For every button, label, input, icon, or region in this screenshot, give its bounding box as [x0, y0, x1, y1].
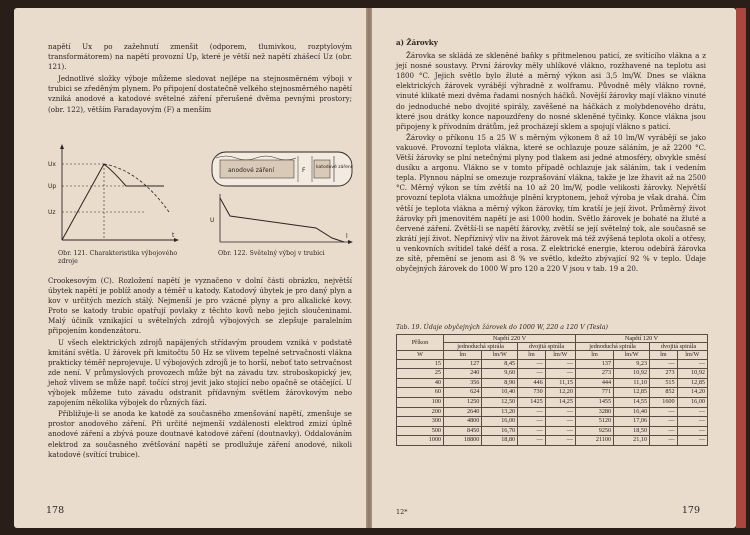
paragraph: Žárovka se skládá ze skleněné baňky s přitmelenou paticí, ze svítícího vlákna a z její nosné soustavy. První žárovky měly uhlíkové vlákno, rozžhavené na teplotu asi 1800 °C. Jejich světlo bylo žluté a měrný výkon asi 3,5 lm/W. Dnes se vlákna elektrických žárovek vyrábějí výhradně z wolframu. Původně měly vlákno rovné, vinuté klikatě mezi dvěma řadami nosných háčků. Novější žárovky mají vlákno vinuté do jednoduché nebo dvojité spirály, zavěšené na háčkách z molybdenového drátu, které jsou drátky konce napouzdřeny do nosné skleněné tyčinky. Konce vlákna jsou připojeny k přívodním drátům, jež procházejí sklem a spojují vlákno s paticí. [396, 51, 706, 131]
table-cell: 9250 [575, 426, 613, 436]
table-cell: 13,20 [482, 407, 518, 417]
paragraph: U všech elektrických zdrojů napájených střídavým proudem vzniká v podstatě kmitání světla. U žárovek při kmitočtu 50 Hz se vlivem tepelné setrvačnosti vlákna prakticky téměř neprojevuje. U výbojových zdrojů je to horší, neboť tato setrvačnost zde není. V průmyslových provozech může být na závadu tzv. stroboskopický jev, jehož vlivem se může např. točící stroj jevit jako stojící nebo opačně se otáčející. U výbojek můžeme tuto závadu odstranit přídavným světlem žárovkovým nebo zapojením několika výbojek do různých fází. [48, 337, 352, 408]
table-cell: 240 [444, 369, 482, 379]
figure-121-caption: Obr. 121. Charakteristika výbojového zdroje [58, 250, 178, 265]
table-row [397, 417, 708, 427]
table-cell: — [677, 426, 707, 436]
table-cell: 5120 [575, 417, 613, 427]
table-cell: 12,85 [614, 388, 650, 398]
table-cell: 12,50 [482, 397, 518, 407]
label-faraday: F [302, 167, 306, 174]
paragraph: Žárovky o příkonu 15 a 25 W s měrným výkonem 8 až 10 lm/W vyrábějí se jako vakuové. Provozní teplota vlákna, které se ochlazuje pouze sáláním, je až 2200 °C. Větší žárovky se plní netečnými plyny pod tlakem asi jedné atmosféry, obvykle směsí dusíku a argonu. Vlákno se v tomto případě ochlazuje jak sáláním, tak i vedením tepla. Plynnou náplní se omezuje rozprašování vlákna, takže je lze žhavit až na 2500 °C. Měrný výkon se tím zvětší na 10 až 20 lm/W, podle velikosti žárovky. Největší provozní teplota vlákna umožňuje plnění kryptonem, jehož výroba je však drahá. Čím větší je teplota vlákna a měrný výkon žárovky, tím kratší je její život. Průměrný život žárovky při jmenovitém napětí je asi 1000 hodin. Světlo žárovek je bohaté na žluté a červené záření. Zvětší-li se napětí žárovky, zvětší se její světelný tok, ale současně se zkrátí její život. Nepříznivý vliv na život žárovek má též zvýšená teplota okolí a otřesy, u venkovních svítidel také déšť a rosa. Z elektrické energie, kterou odebírá žárovka ze sítě, přemění se jenom asi 8 % ve světlo, kdežto zbývající 92 % v teplo. Údaje obyčejných žárovek do 1000 W pro 120 a 220 V jsou v tab. 19 a 20. [396, 132, 706, 274]
table-cell: 25 [397, 369, 444, 379]
unit-cell: lm [575, 351, 613, 359]
table-cell: 8,90 [482, 378, 518, 388]
unit-cell: lm/W [677, 351, 707, 359]
table-cell: — [518, 417, 546, 427]
table-cell: 273 [650, 369, 678, 379]
table-cell: 515 [650, 378, 678, 388]
table-cell: 100 [397, 397, 444, 407]
table-caption: Tab. 19. Údaje obyčejných žárovek do 1000 W, 220 a 120 V (Tesla) [396, 324, 608, 331]
table-cell: 18,50 [614, 426, 650, 436]
table-cell: 21,10 [614, 436, 650, 446]
table-cell: 18,80 [482, 436, 518, 446]
table-cell: — [518, 407, 546, 417]
table-cell: 127 [444, 359, 482, 369]
table-cell: — [650, 407, 678, 417]
page-number-right: 179 [681, 505, 700, 516]
right-text [396, 38, 706, 274]
table-cell: — [518, 426, 546, 436]
table-cell: 8,45 [482, 359, 518, 369]
section-heading: a) Žárovky [396, 38, 438, 47]
table-cell: 9,60 [482, 369, 518, 379]
sub-header: dvojitá spirála [650, 343, 708, 351]
label-t: t [172, 232, 175, 239]
paragraph: napětí Ux po zažehnutí zmenšit (odporem, tlumivkou, rozptylovým transformátorem) na napětí provozní Up, které je větší než napětí zhášecí Uz (obr. 121). [48, 42, 352, 72]
table-cell: 10,40 [482, 388, 518, 398]
table-cell: — [545, 426, 575, 436]
table-cell: 446 [518, 378, 546, 388]
table-cell: 18800 [444, 436, 482, 446]
unit-cell: W [397, 351, 444, 359]
table-cell: 300 [397, 417, 444, 427]
table-cell: 624 [444, 388, 482, 398]
table-row [397, 426, 708, 436]
unit-cell: lm [650, 351, 678, 359]
table-row [397, 407, 708, 417]
table-cell: 273 [575, 369, 613, 379]
table-cell: 10,92 [614, 369, 650, 379]
table-cell: 60 [397, 388, 444, 398]
table-cell: 16,40 [614, 407, 650, 417]
table-cell: 3280 [575, 407, 613, 417]
table-cell: 14,55 [614, 397, 650, 407]
label-l: l [346, 233, 348, 240]
table-cell: — [518, 436, 546, 446]
table-cell: 16,00 [482, 417, 518, 427]
table-row [397, 436, 708, 446]
table-cell: — [545, 359, 575, 369]
sub-header: jednoduchá spirála [575, 343, 649, 351]
sub-header: dvojitá spirála [518, 343, 576, 351]
table-cell: 11,15 [545, 378, 575, 388]
table-cell: — [677, 359, 707, 369]
table-cell: 852 [650, 388, 678, 398]
paragraph: Přibližuje-li se anoda ke katodě za současného zmenšování napětí, zmenšuje se prostor anodového záření. Při určité nejmenší vzdálenosti elektrod zmizí úplně anodové záření a zbývá pouze doutnavé katodové záření (doutnavky). Oddalováním elektrod za současného zvětšování napětí se prodlužuje záření anodové, nikoli katodové (svítící trubice). [48, 409, 352, 459]
table-body [397, 359, 708, 445]
unit-cell: lm/W [545, 351, 575, 359]
unit-cell: lm [518, 351, 546, 359]
table-cell: 11,10 [614, 378, 650, 388]
group-header-220: Napětí 220 V [444, 335, 576, 343]
table-cell: 1250 [444, 397, 482, 407]
table-cell: 8450 [444, 426, 482, 436]
table-cell: — [650, 417, 678, 427]
table-cell: 137 [575, 359, 613, 369]
figure-122 [206, 142, 356, 270]
signature-mark: 12* [396, 508, 408, 516]
table-cell: 200 [397, 407, 444, 417]
left-text-bottom [48, 276, 352, 460]
figure-122-graph [206, 142, 356, 246]
unit-cell: lm [444, 351, 482, 359]
label-uz: Uz [48, 209, 56, 216]
label-u: U [210, 217, 215, 224]
label-cathode-glow: katodové záření [316, 165, 353, 170]
table-cell: — [650, 426, 678, 436]
unit-cell: lm/W [482, 351, 518, 359]
label-ux: Ux [48, 161, 56, 168]
table-row [397, 359, 708, 369]
table-cell: 40 [397, 378, 444, 388]
table-cell: 15 [397, 359, 444, 369]
page-number-left: 178 [46, 505, 65, 516]
table-cell: 10,92 [677, 369, 707, 379]
figure-122-caption: Obr. 122. Světelný výboj v trubici [218, 250, 325, 257]
label-up: Up [48, 183, 57, 190]
table-cell: — [677, 417, 707, 427]
col-header-prikon: Příkon [397, 335, 444, 351]
table-cell: 9,23 [614, 359, 650, 369]
left-text-top [48, 42, 352, 115]
sub-header: jednoduchá spirála [444, 343, 518, 351]
table-row [397, 369, 708, 379]
table-cell: — [545, 407, 575, 417]
table-cell: 356 [444, 378, 482, 388]
table-cell: 771 [575, 388, 613, 398]
table-cell: — [677, 407, 707, 417]
table-cell: 21100 [575, 436, 613, 446]
unit-row [397, 351, 708, 359]
figure-121-graph [44, 142, 184, 246]
table-cell: 1455 [575, 397, 613, 407]
table-cell: — [677, 436, 707, 446]
table-cell: 17,06 [614, 417, 650, 427]
table-cell: 1000 [397, 436, 444, 446]
left-page [14, 8, 366, 528]
group-header-120: Napětí 120 V [575, 335, 707, 343]
table-cell: 16,70 [482, 426, 518, 436]
table-cell: 1425 [518, 397, 546, 407]
figure-121 [44, 142, 184, 270]
table-cell: 730 [518, 388, 546, 398]
table-cell: — [518, 359, 546, 369]
table-cell: 14,25 [545, 397, 575, 407]
table-cell: — [650, 436, 678, 446]
table-cell: — [545, 369, 575, 379]
table-cell: 4800 [444, 417, 482, 427]
right-page [372, 8, 736, 528]
label-anode-glow: anodové záření [228, 167, 275, 174]
table-cell: 1600 [650, 397, 678, 407]
bulb-data-table [396, 334, 708, 446]
book-edge [736, 8, 746, 528]
paragraph: Crookesovým (C). Rozložení napětí je vyznačeno v dolní části obrázku, největší úbytek napětí je poblíž anody a téměř u katody. Katodový úbytek je pro daný plyn a kov v určitých mezích stálý. Nejmenší je pro vzácné plyny a pro alkalické kovy. Proto se katody trubic opatřují povlaky z těchto kovů nebo jejich sloučeninami. Malý účiník vznikající u světelných zdrojů výbojových se zlepšuje paralelním připojením kondenzátoru. [48, 276, 352, 336]
paragraph: Jednotlivé složky výboje můžeme sledovat nejlépe na stejnosměrném výboji v trubici se zředěným plynem. Po připojení dostatečně velkého stejnosměrného napětí vzniká anodové a katodové světelné záření přerušené dvěma pevnými prostory; (obr. 122), větším Faradayovým (F) a menším [48, 74, 353, 114]
table-cell: 12,20 [545, 388, 575, 398]
unit-cell: lm/W [614, 351, 650, 359]
table-cell: 14,20 [677, 388, 707, 398]
table-cell: 12,85 [677, 378, 707, 388]
table-cell: — [650, 359, 678, 369]
table-cell: — [518, 369, 546, 379]
table-row [397, 388, 708, 398]
table-cell: — [545, 436, 575, 446]
table-cell: — [545, 417, 575, 427]
table-cell: 16,00 [677, 397, 707, 407]
table-cell: 444 [575, 378, 613, 388]
table-cell: 2640 [444, 407, 482, 417]
table-row [397, 378, 708, 388]
table-cell: 500 [397, 426, 444, 436]
table-block [396, 324, 708, 446]
table-row [397, 397, 708, 407]
